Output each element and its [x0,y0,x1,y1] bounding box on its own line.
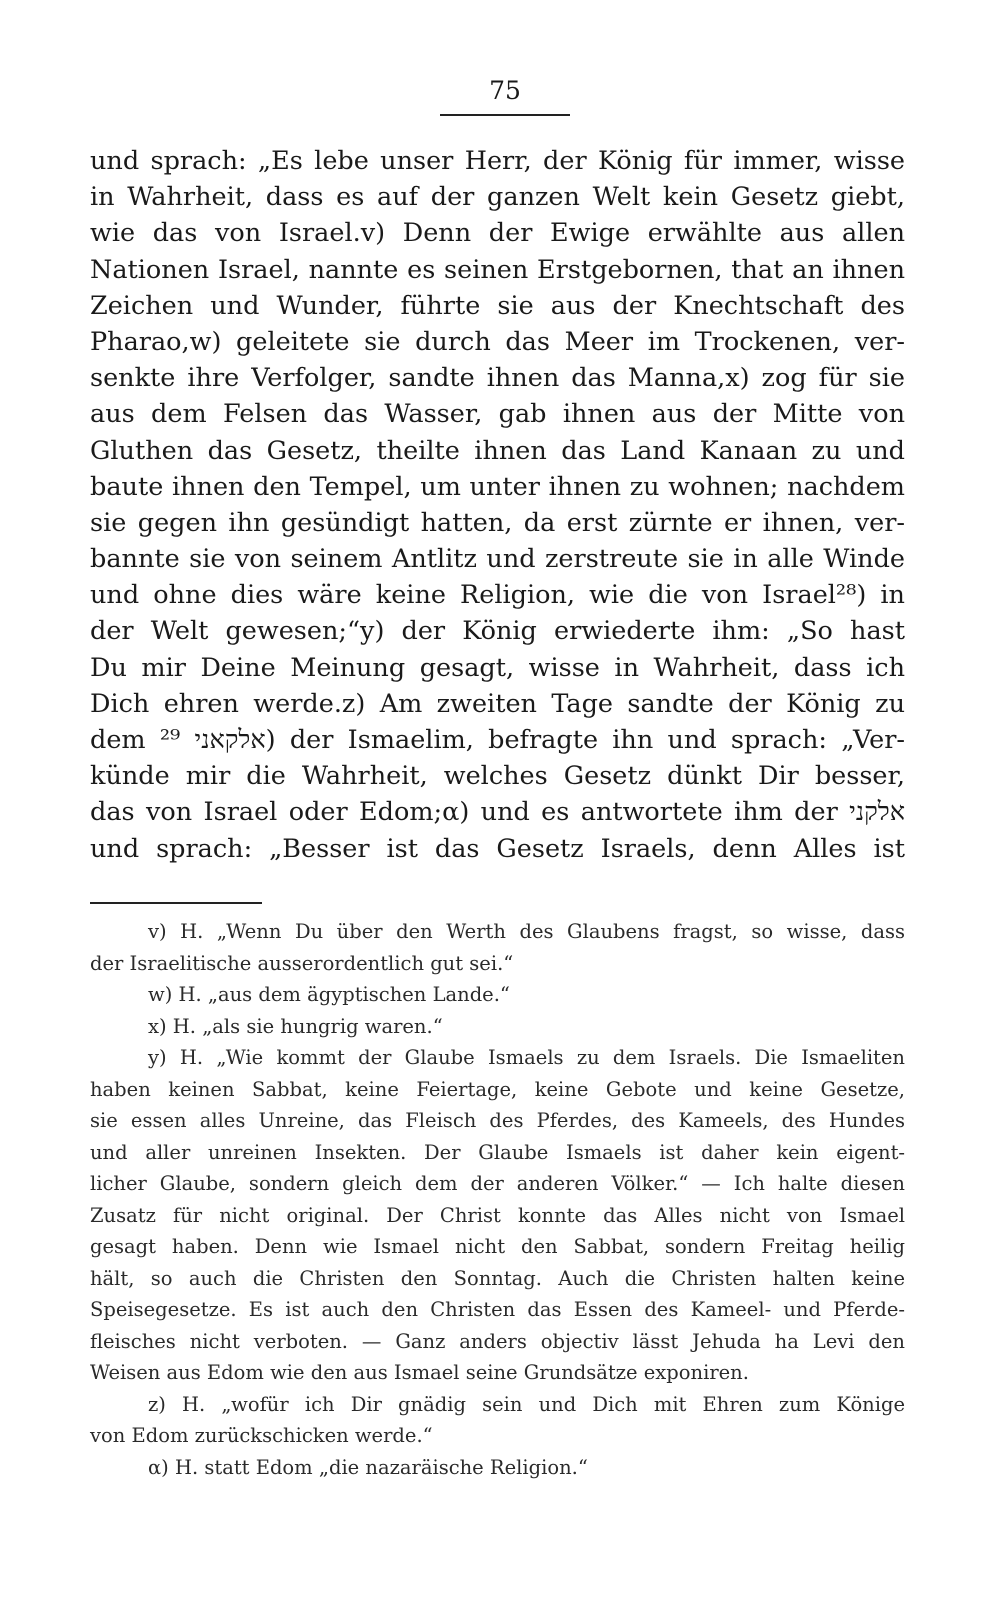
footnote-line: der Israelitische ausserordentlich gut sei.“ [90,951,514,975]
footnote-line: hält, so auch die Christen den Sonntag. Auch die Christen halten keine [90,1266,905,1290]
footnote-line: v) H. „Wenn Du über den Werth des Glaubens fragst, so wisse, dass [148,920,905,943]
text-line: Zeichen und Wunder, führte sie aus der Knechtschaft des [90,290,905,321]
footnote-line: Zusatz für nicht original. Der Christ konnte das Alles nicht von Ismael [90,1203,905,1227]
footnote-line: sie essen alles Unreine, das Fleisch des Pferdes, des Kameels, des Hundes [90,1109,905,1132]
page-number-rule [440,114,570,116]
text-line: sie gegen ihn gesündigt hatten, da erst zürnte er ihnen, ver- [90,507,905,538]
text-line: in Wahrheit, dass es auf der ganzen Welt kein Gesetz giebt, [90,182,905,213]
footnote-line: fleisches nicht verboten. — Ganz anders objectiv lässt Jehuda ha Levi den [90,1329,905,1353]
footnote-line: y) H. „Wie kommt der Glaube Ismaels zu dem Israels. Die Ismaeliten [148,1046,905,1069]
text-line: bannte sie von seinem Antlitz und zerstreute sie in alle Winde [90,544,905,575]
footnote-line: gesagt haben. Denn wie Ismael nicht den Sabbat, sondern Freitag heilig [90,1235,905,1258]
footnote-line: w) H. „aus dem ägyptischen Lande.“ [148,983,510,1006]
footnote-line: α) H. statt Edom „die nazaräische Religion.“ [148,1455,588,1479]
text-line: Gluthen das Gesetz, theilte ihnen das Land Kanaan zu und [90,435,905,466]
text-line: baute ihnen den Tempel, um unter ihnen zu wohnen; nachdem [90,471,905,502]
text-line: dem אלקאני ²⁹) der Ismaelim, befragte ihn und sprach: „Ver- [90,725,905,755]
page-number: 75 [489,76,521,105]
footnotes [90,916,905,1483]
footnote-line: Weisen aus Edom wie den aus Ismael seine Grundsätze exponiren. [90,1361,749,1384]
footnote-line: und aller unreinen Insekten. Der Glaube Ismaels ist daher kein eigent- [90,1140,905,1164]
text-line: Pharao,w) geleitete sie durch das Meer im Trockenen, ver- [90,326,905,357]
footnote-rule [90,902,262,904]
footnote-line: licher Glaube, sondern gleich dem der anderen Völker.“ — Ich halte diesen [90,1172,905,1195]
text-line: künde mir die Wahrheit, welches Gesetz dünkt Dir besser, [90,761,905,792]
text-line: und sprach: „Besser ist das Gesetz Israels, denn Alles ist [90,833,905,864]
text-line: Nationen Israel, nannte es seinen Erstgebornen, that an ihnen [90,254,905,285]
footnote-line: haben keinen Sabbat, keine Feiertage, keine Gebote und keine Gesetze, [90,1077,905,1101]
text-line: senkte ihre Verfolger, sandte ihnen das Manna,x) zog für sie [90,363,905,394]
footnote-line: Speisegesetze. Es ist auch den Christen das Essen des Kameel- und Pferde- [90,1298,905,1321]
text-line: wie das von Israel.v) Denn der Ewige erwählte aus allen [90,218,905,249]
text-line: und sprach: „Es lebe unser Herr, der König für immer, wisse [90,146,905,176]
footnote-line: z) H. „wofür ich Dir gnädig sein und Dich mit Ehren zum Könige [148,1392,905,1416]
text-line: Du mir Deine Meinung gesagt, wisse in Wahrheit, dass ich [90,652,905,683]
text-line: Dich ehren werde.z) Am zweiten Tage sandte der König zu [90,688,905,719]
text-line: das von Israel oder Edom;α) und es antwortete ihm der אלקני [90,797,905,828]
footnote-line: von Edom zurückschicken werde.“ [90,1424,433,1447]
text-line: der Welt gewesen;“y) der König erwiederte ihm: „So hast [90,616,905,647]
text-line: aus dem Felsen das Wasser, gab ihnen aus der Mitte von [90,399,905,430]
main-text [90,143,905,867]
footnote-line: x) H. „als sie hungrig waren.“ [148,1014,443,1038]
text-line: und ohne dies wäre keine Religion, wie die von Israel²⁸) in [90,580,905,611]
